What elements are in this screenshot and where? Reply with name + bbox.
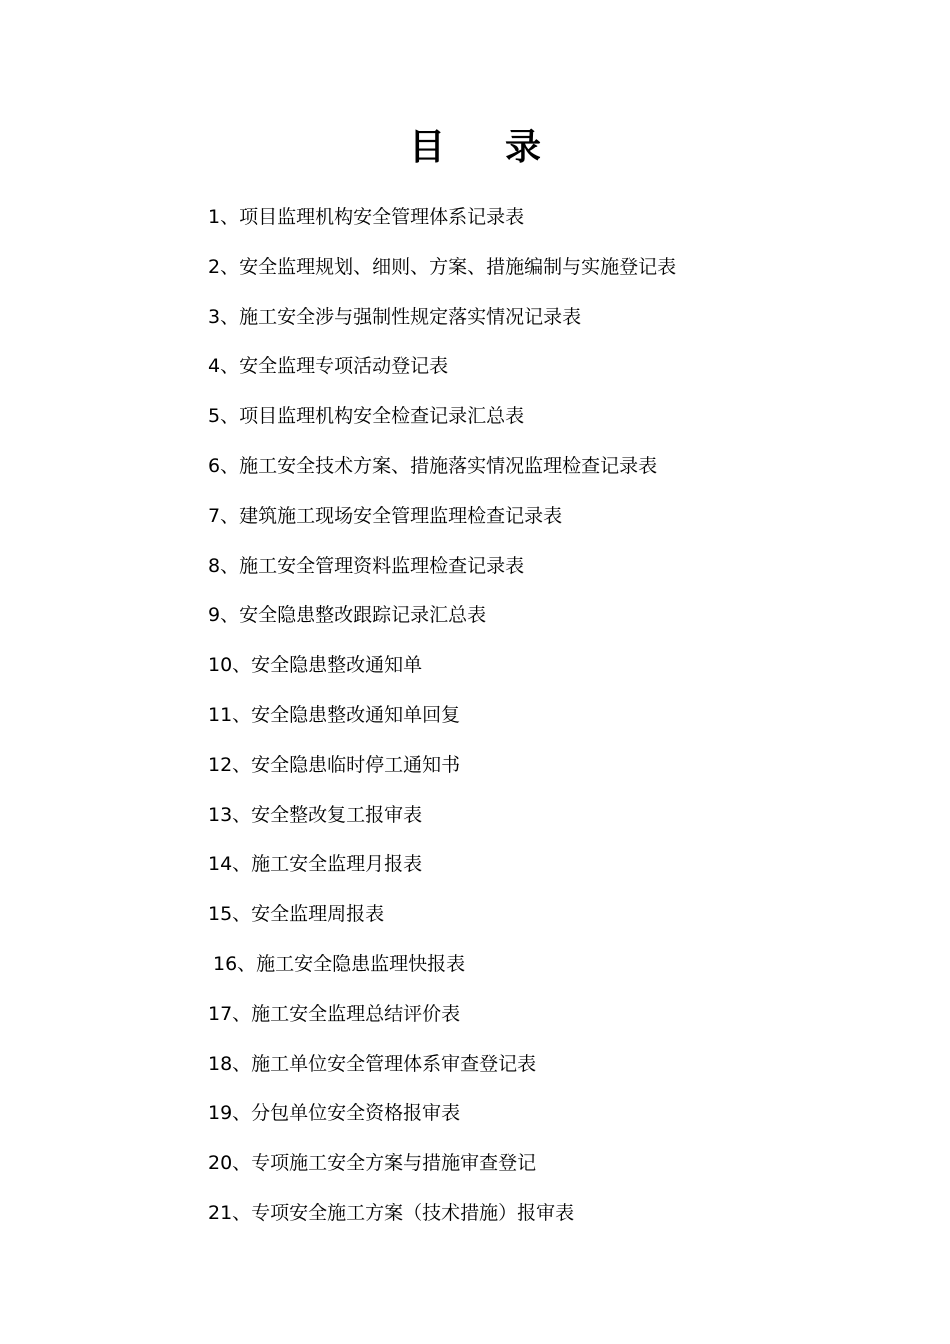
toc-item-19: 19、分包单位安全资格报审表 [208,1102,461,1125]
toc-item-17: 17、施工安全监理总结评价表 [208,1002,461,1025]
toc-item-5: 5、项目监理机构安全检查记录汇总表 [208,405,525,428]
table-of-contents [208,203,676,1249]
toc-item-8: 8、施工安全管理资料监理检查记录表 [208,554,525,577]
toc-item-9: 9、安全隐患整改跟踪记录汇总表 [208,604,487,627]
toc-item-14: 14、施工安全监理月报表 [208,853,423,876]
toc-item-20: 20、专项施工安全方案与措施审查登记 [208,1152,537,1175]
toc-item-12: 12、安全隐患临时停工通知书 [208,753,461,776]
toc-item-2: 2、安全监理规划、细则、方案、措施编制与实施登记表 [208,255,677,278]
toc-item-18: 18、施工单位安全管理体系审查登记表 [208,1052,537,1075]
toc-item-16: 16、施工安全隐患监理快报表 [213,952,466,975]
toc-item-1: 1、项目监理机构安全管理体系记录表 [208,206,525,228]
toc-item-6: 6、施工安全技术方案、措施落实情况监理检查记录表 [208,454,658,477]
toc-item-7: 7、建筑施工现场安全管理监理检查记录表 [208,504,563,527]
toc-item-15: 15、安全监理周报表 [208,903,385,926]
toc-item-10: 10、安全隐患整改通知单 [208,654,423,677]
toc-item-21: 21、专项安全施工方案（技术措施）报审表 [208,1201,575,1224]
toc-item-4: 4、安全监理专项活动登记表 [208,355,449,378]
toc-item-11: 11、安全隐患整改通知单回复 [208,703,461,726]
page-title: 目录 [408,127,601,168]
toc-item-3: 3、施工安全涉与强制性规定落实情况记录表 [208,305,582,328]
toc-item-13: 13、安全整改复工报审表 [208,803,423,826]
